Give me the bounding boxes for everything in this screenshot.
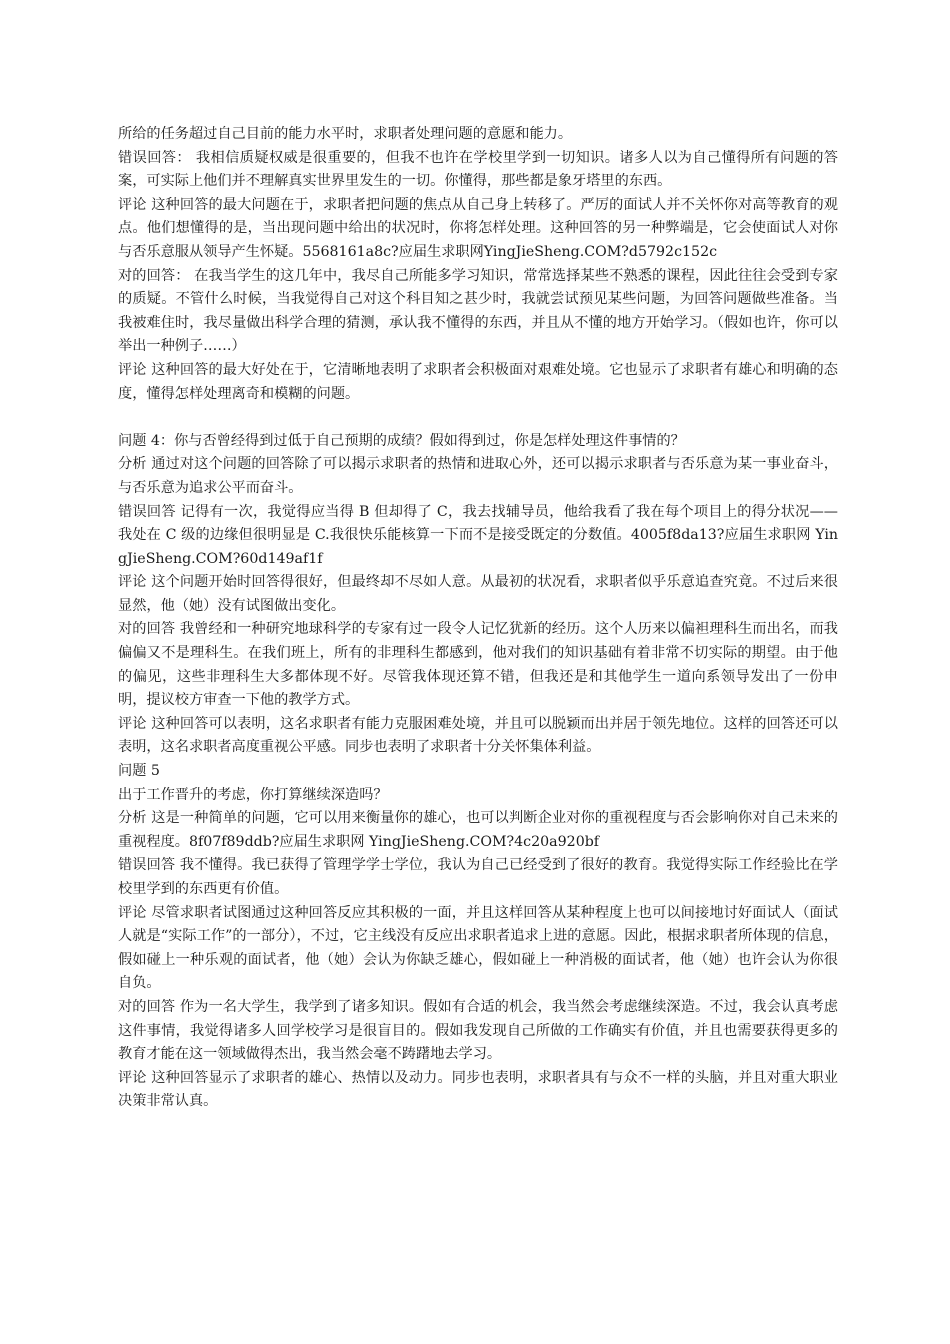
paragraph-wrong-answer-5: 错误回答 我不懂得。我已获得了管理学学士学位，我认为自己已经受到了很好的教育。我觉得实际工作经验比在学校里学到的东西更有价值。: [118, 857, 838, 897]
question-5-text: 出于工作晋升的考虑，你打算继续深造吗？: [118, 786, 388, 803]
paragraph-comment-5b: 评论 这种回答显示了求职者的雄心、热情以及动力。同步也表明，求职者具有与众不一样的头脑，并且对重大职业决策非常认真。: [118, 1069, 838, 1110]
paragraph-task-ability: 所给的任务超过自己目前的能力水平时，求职者处理问题的意愿和能力。: [118, 126, 573, 142]
paragraph-analysis-5: 分析 这是一种简单的问题，它可以用来衡量你的雄心，也可以判断企业对你的重视程度与否会影响你对自己未来的重视程度。8f07f89ddb?应届生求职网 YingJieSheng.COM?4c20a920bf: [118, 810, 838, 850]
paragraph-analysis-4: 分析 通过对这个问题的回答除了可以揭示求职者的热情和进取心外，还可以揭示求职者与否乐意为某一事业奋斗，与否乐意为追求公平而奋斗。: [118, 456, 838, 496]
paragraph-correct-answer-5: 对的回答 作为一名大学生，我学到了诸多知识。假如有合适的机会，我当然会考虑继续深造。不过，我会认真考虑这件事情，我觉得诸多人回学校学习是很盲目的。假如我发现自己所做的工作确实有价值，并且也需要获得更多的教育才能在这一领域做得杰出，我当然会毫不踌躇地去学习。: [118, 998, 838, 1063]
paragraph-comment-3b: 评论 这种回答的最大好处在于，它清晰地表明了求职者会积极面对艰难处境。它也显示了求职者有雄心和明确的态度，懂得怎样处理离奇和模糊的问题。: [118, 361, 838, 402]
paragraph-correct-answer-3: 对的回答： 在我当学生的这几年中，我尽自己所能多学习知识，常常选择某些不熟悉的课程，因此往往会受到专家的质疑。不管什么时候，当我觉得自己对这个科目知之甚少时，我就尝试预见某些问题，为回答问题做些准备。当我被难住时，我尽量做出科学合理的猜测，承认我不懂得的东西，并且从不懂的地方开始学习。（假如也许，你可以举出一种例子……）: [118, 267, 838, 355]
document-page: [118, 123, 838, 1114]
blank-line: [118, 406, 838, 430]
paragraph-comment-3a: 评论 这种回答的最大问题在于，求职者把问题的焦点从自己身上转移了。严厉的面试人并不关怀你对高等教育的观点。他们想懂得的是，当出现问题中给出的状况时，你将怎样处理。这种回答的另一种弊端是，它会使面试人对你与否乐意服从领导产生怀疑。5568161a8c?应届生求职网YingJieSheng.COM?d5792c152c: [118, 196, 838, 260]
question-5-heading: 问题 5: [118, 763, 160, 780]
question-4-heading: 问题 4：你与否曾经得到过低于自己预期的成绩？假如得到过，你是怎样处理这件事情的？: [118, 432, 685, 449]
paragraph-correct-answer-4: 对的回答 我曾经和一种研究地球科学的专家有过一段令人记忆犹新的经历。这个人历来以偏袒理科生而出名，而我偏偏又不是理科生。在我们班上，所有的非理科生都感到，他对我们的知识基础有着非常不切实际的期望。由于他的偏见，这些非理科生大多都体现不好。尽管我体现还算不错，但我还是和其他学生一道向系领导发出了一份申明，提议校方审查一下他的教学方式。: [118, 621, 838, 709]
paragraph-wrong-answer-4: 错误回答 记得有一次，我觉得应当得 B 但却得了 C，我去找辅导员，他给我看了我在每个项目上的得分状况——我处在 C 级的边缘但很明显是 C.我很快乐能核算一下而不是接受既定的分数值。4005f8da13?应届生求职网 YingJieSheng.COM?60d149af1f: [118, 503, 838, 567]
paragraph-comment-4a: 评论 这个问题开始时回答得很好，但最终却不尽如人意。从最初的状况看，求职者似乎乐意追查究竟。不过后来很显然，他（她）没有试图做出变化。: [118, 574, 838, 614]
paragraph-comment-5a: 评论 尽管求职者试图通过这种回答反应其积极的一面，并且这样回答从某种程度上也可以间接地讨好面试人（面试人就是“实际工作”的一部分），不过，它主线没有反应出求职者追求上进的意愿。因此，根据求职者所体现的信息，假如碰上一种乐观的面试者，他（她）会认为你缺乏雄心，假如碰上一种消极的面试者，他（她）也许会认为你很自负。: [118, 904, 838, 992]
paragraph-comment-4b: 评论 这种回答可以表明，这名求职者有能力克服困难处境，并且可以脱颖而出并居于领先地位。这样的回答还可以表明，这名求职者高度重视公平感。同步也表明了求职者十分关怀集体利益。: [118, 715, 838, 756]
paragraph-wrong-answer-3: 错误回答： 我相信质疑权威是很重要的，但我不也许在学校里学到一切知识。诸多人以为自己懂得所有问题的答案，可实际上他们并不理解真实世界里发生的一切。你懂得，那些都是象牙塔里的东西。: [118, 149, 838, 190]
